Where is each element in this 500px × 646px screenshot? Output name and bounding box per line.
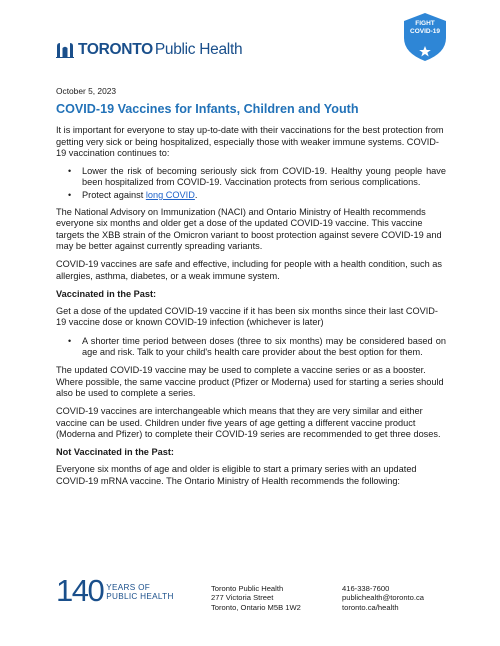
list-item xyxy=(56,166,446,189)
footer-140-number: 140 xyxy=(56,573,104,608)
footer-address-line: Toronto, Ontario M5B 1W2 xyxy=(211,602,301,612)
document-date: October 5, 2023 xyxy=(56,86,117,96)
not-vaccinated-heading: Not Vaccinated in the Past: xyxy=(56,447,174,458)
list-item xyxy=(56,190,446,201)
footer-address-line: Toronto Public Health xyxy=(211,584,284,593)
list-item-text: Protect against xyxy=(82,189,146,200)
list-item-suffix: . xyxy=(194,189,198,200)
interchangeable-paragraph: COVID-19 vaccines are interchangeable which means that they are very similar and either vaccine can be used. Children under five years of age getting a different vaccine product (Moderna and Pfizer) to complete their COVID-19 series are recommended to get three doses. xyxy=(56,406,441,439)
document-title: COVID-19 Vaccines for Infants, Children and Youth xyxy=(56,102,359,117)
footer-contact xyxy=(342,584,424,612)
toronto-public-health-logo[interactable] xyxy=(56,40,242,60)
footer-address xyxy=(211,584,301,612)
badge-covid-text: COVID-19 xyxy=(410,28,440,35)
footer-website[interactable]: toronto.ca/health xyxy=(342,602,399,612)
benefits-list xyxy=(56,166,446,201)
badge-fight-text: FIGHT xyxy=(415,20,435,27)
interval-list xyxy=(56,336,446,359)
bullet-icon: • xyxy=(68,166,72,177)
long-covid-link[interactable]: long COVID xyxy=(145,189,195,200)
list-item xyxy=(56,336,446,359)
140-years-logo xyxy=(56,573,174,608)
footer-years-line1: YEARS OF xyxy=(106,583,151,592)
footer-email[interactable]: publichealth@toronto.ca xyxy=(342,593,425,603)
footer-years-line2: PUBLIC HEALTH xyxy=(106,592,174,601)
vaccinated-past-heading: Vaccinated in the Past: xyxy=(56,288,157,299)
footer-years-text xyxy=(106,583,173,601)
logo-toronto-text: TORONTO xyxy=(78,41,153,58)
vaccinated-past-paragraph: Get a dose of the updated COVID-19 vaccine if it has been six months since their last COVID-19 vaccine dose or known COVID-19 infection (whichever is later) xyxy=(56,306,438,328)
main-content xyxy=(56,86,446,494)
safety-paragraph: COVID-19 vaccines are safe and effective, including for people with a health condition, such as allergies, asthma, diabetes, or a weak immune system. xyxy=(56,259,442,281)
bullet-icon: • xyxy=(68,189,72,200)
city-hall-icon xyxy=(56,42,74,58)
list-item-text: Lower the risk of becoming seriously sick from COVID-19. Healthy young people have been hospitalized from COVID-19. Vaccination protects from serious complications. xyxy=(82,166,446,188)
series-paragraph: The updated COVID-19 vaccine may be used to complete a vaccine series or as a booster. Where possible, the same vaccine product (Pfizer or Moderna) used for starting a series should also be used to complete a series. xyxy=(56,365,444,398)
footer-phone[interactable]: 416-338-7600 xyxy=(342,584,390,593)
bullet-icon: • xyxy=(68,335,72,346)
list-item-text: A shorter time period between doses (three to six months) may be considered based on age and risk. Talk to your child's health care provider about the best option for them. xyxy=(82,335,446,358)
footer-address-line: 277 Victoria Street xyxy=(211,593,274,603)
intro-paragraph: It is important for everyone to stay up-to-date with their vaccinations for the best protection from getting very sick or being hospitalized, especially those with weaker immune systems. COVID-19 vaccination continues to: xyxy=(56,125,444,158)
not-vaccinated-paragraph: Everyone six months of age and older is eligible to start a primary series with an updated COVID-19 mRNA vaccine. The Ontario Ministry of Health recommends the following: xyxy=(56,464,417,486)
logo-public-health-text: Public Health xyxy=(154,41,243,58)
naci-paragraph: The National Advisory on Immunization (NACI) and Ontario Ministry of Health recommends everyone six months and older get a dose of the updated COVID-19 vaccine. This vaccine targets the XBB strain of the Omicron variant to boost protection against severe COVID-19 and may be better against currently spreading variants. xyxy=(56,207,442,251)
